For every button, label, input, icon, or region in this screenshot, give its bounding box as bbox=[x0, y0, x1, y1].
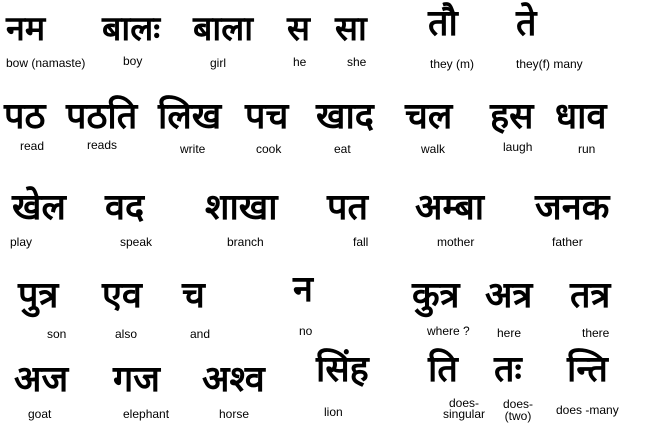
word-bala: बाला bbox=[193, 9, 254, 49]
gloss-does-singular: does-singular bbox=[442, 396, 486, 421]
gloss-he: he bbox=[293, 55, 307, 69]
word-ti: ति bbox=[428, 349, 458, 390]
word-hasa: हस bbox=[490, 96, 534, 137]
gloss-also: also bbox=[115, 327, 138, 341]
word-likha: लिख bbox=[158, 96, 222, 137]
gloss-boy: boy bbox=[123, 54, 143, 68]
word-vada: वद bbox=[105, 187, 145, 228]
gloss-read: read bbox=[20, 139, 45, 153]
gloss-write: write bbox=[180, 142, 206, 156]
word-dhava: धाव bbox=[555, 96, 607, 137]
word-janaka: जनक bbox=[535, 187, 610, 228]
gloss-where: where ? bbox=[427, 324, 470, 338]
gloss-there: there bbox=[582, 326, 610, 340]
word-amba: अम्बा bbox=[415, 187, 485, 228]
gloss-lion: lion bbox=[324, 405, 343, 419]
word-patha: पठ bbox=[4, 96, 46, 137]
word-balah: बालः bbox=[102, 9, 161, 49]
gloss-they-f-many: they(f) many bbox=[516, 57, 583, 71]
word-khela: खेल bbox=[12, 187, 66, 228]
gloss-she: she bbox=[347, 55, 367, 69]
gloss-they-m: they (m) bbox=[430, 57, 475, 71]
word-eva: एव bbox=[102, 275, 142, 316]
gloss-son: son bbox=[47, 327, 67, 341]
gloss-horse: horse bbox=[219, 407, 250, 421]
gloss-elephant: elephant bbox=[123, 407, 170, 421]
word-tah: तः bbox=[494, 349, 522, 390]
gloss-does-many: does -many bbox=[556, 403, 619, 417]
gloss-and: and bbox=[190, 327, 211, 341]
gloss-reads: reads bbox=[87, 138, 118, 152]
word-sa-she: सा bbox=[335, 9, 367, 49]
word-kutra: कुत्र bbox=[412, 275, 460, 316]
gloss-here: here bbox=[497, 326, 522, 340]
word-aja: अज bbox=[14, 359, 69, 400]
gloss-run: run bbox=[578, 142, 596, 156]
word-nama: नम bbox=[6, 9, 46, 49]
word-ca: च bbox=[182, 275, 205, 316]
word-na: न bbox=[293, 269, 313, 310]
word-pata: पत bbox=[327, 187, 368, 228]
word-gaja: गज bbox=[113, 359, 160, 400]
word-sa-he: स bbox=[287, 9, 310, 49]
gloss-no: no bbox=[299, 324, 313, 338]
word-cala: चल bbox=[405, 96, 453, 137]
word-tatra: तत्र bbox=[570, 275, 611, 316]
word-simha: सिंह bbox=[316, 349, 369, 390]
gloss-laugh: laugh bbox=[503, 140, 533, 154]
word-shakha: शाखा bbox=[205, 187, 278, 228]
gloss-speak: speak bbox=[120, 235, 153, 249]
gloss-eat: eat bbox=[334, 142, 351, 156]
word-te: ते bbox=[516, 3, 537, 44]
gloss-girl: girl bbox=[210, 56, 227, 70]
gloss-does-two: does- (two) bbox=[502, 397, 534, 423]
word-putra: पुत्र bbox=[18, 275, 59, 316]
gloss-branch: branch bbox=[227, 235, 264, 249]
word-tau: तौ bbox=[428, 3, 458, 44]
gloss-father: father bbox=[552, 235, 583, 249]
word-paca: पच bbox=[245, 96, 289, 137]
gloss-goat: goat bbox=[28, 407, 52, 421]
gloss-play: play bbox=[10, 235, 33, 249]
gloss-walk: walk bbox=[421, 142, 446, 156]
gloss-fall: fall bbox=[353, 235, 369, 249]
word-nti: न्ति bbox=[567, 349, 608, 390]
gloss-bow-namaste: bow (namaste) bbox=[6, 56, 86, 70]
gloss-mother: mother bbox=[437, 235, 475, 249]
word-pathati: पठति bbox=[66, 96, 138, 137]
word-khada: खाद bbox=[316, 96, 374, 137]
gloss-cook: cook bbox=[256, 142, 282, 156]
word-ashva: अश्व bbox=[202, 359, 265, 400]
word-atra: अत्र bbox=[485, 275, 533, 316]
